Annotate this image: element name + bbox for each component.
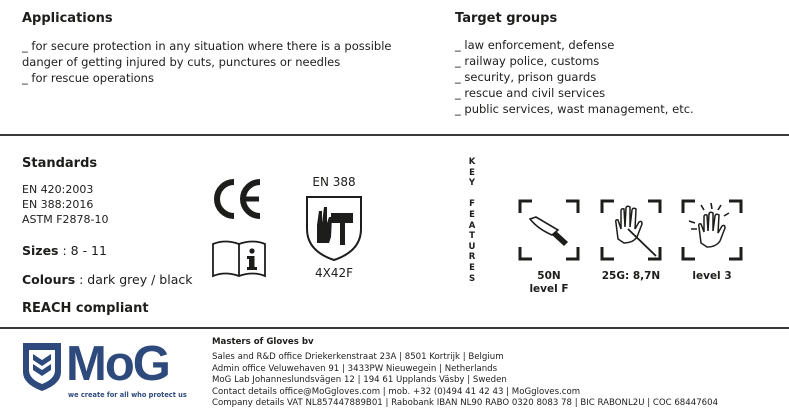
company-details — [212, 352, 772, 410]
colours-label: Colours — [22, 272, 76, 287]
target-group-item: _ security, prison guards — [455, 70, 597, 84]
target-group-item: _ railway police, customs — [455, 54, 600, 68]
sizes-label: Sizes — [22, 243, 59, 258]
ce-mark-icon — [210, 177, 266, 221]
standard-item: ASTM F2878-10 — [22, 213, 109, 226]
instructions-book-icon — [210, 238, 268, 282]
en388-title: EN 388 — [312, 175, 356, 189]
applications-line: danger of getting injured by cuts, punctures or needles — [22, 55, 341, 69]
address-line: MoG Lab Johanneslundsvägen 12 | 194 61 Upplands Väsby | Sweden — [212, 375, 507, 385]
impact-glove-icon — [689, 203, 729, 247]
target-groups-list — [455, 37, 775, 117]
needle-glove-icon — [616, 206, 656, 256]
needle-resistance-feature — [600, 199, 662, 261]
feature-label: 25G: 8,7N — [601, 270, 661, 282]
target-groups-title: Target groups — [455, 11, 558, 26]
footer-divider — [0, 327, 789, 329]
colours-row — [22, 272, 192, 287]
address-line: Admin office Veluwehaven 91 | 3433PW Nieuwegein | Netherlands — [212, 363, 498, 374]
standard-item: EN 388:2016 — [22, 198, 94, 211]
feature-label: 50N level F — [529, 270, 569, 295]
sizes-value: : 8 - 11 — [58, 243, 107, 258]
standards-list — [22, 182, 109, 227]
company-line: Company details VAT NL857447889B01 | Rabobank IBAN NL90 RABO 0320 8083 78 | BIC RABONL2U | COC 68447604 — [212, 398, 719, 408]
mog-wordmark: MoG — [66, 337, 169, 391]
feature-label: level 3 — [692, 270, 732, 282]
applications-title: Applications — [22, 11, 113, 26]
en388-code: 4X42F — [314, 266, 354, 280]
colours-value: : dark grey / black — [75, 272, 193, 287]
knife-icon — [530, 217, 568, 246]
target-group-item: _ rescue and civil services — [455, 86, 606, 100]
address-line: Sales and R&D office Driekerkenstraat 23A | 8501 Kortrijk | Belgium — [212, 352, 504, 362]
key-features-label: K E Y F E A T U R E S — [468, 157, 476, 284]
impact-protection-feature — [681, 199, 743, 261]
target-group-item: _ public services, wast management, etc. — [455, 102, 694, 116]
reach-compliant: REACH compliant — [22, 301, 149, 316]
en388-shield-icon — [303, 193, 365, 263]
applications-list — [22, 38, 422, 86]
applications-line: _ for rescue operations — [22, 71, 154, 85]
company-name: Masters of Gloves bv — [212, 337, 314, 347]
standards-title: Standards — [22, 156, 98, 171]
section-divider — [0, 134, 789, 136]
contact-line: Contact details office@MoGgloves.com | mob. +32 (0)494 41 42 43 | MoGgloves.com — [212, 386, 581, 397]
mog-tagline: we create for all who protect us — [68, 391, 187, 399]
sizes-row — [22, 243, 107, 258]
standard-item: EN 420:2003 — [22, 183, 94, 196]
mog-shield-logo-icon — [22, 342, 62, 392]
cut-resistance-feature — [518, 199, 580, 261]
applications-line: _ for secure protection in any situation where there is a possible — [22, 39, 392, 53]
target-group-item: _ law enforcement, defense — [455, 38, 615, 52]
